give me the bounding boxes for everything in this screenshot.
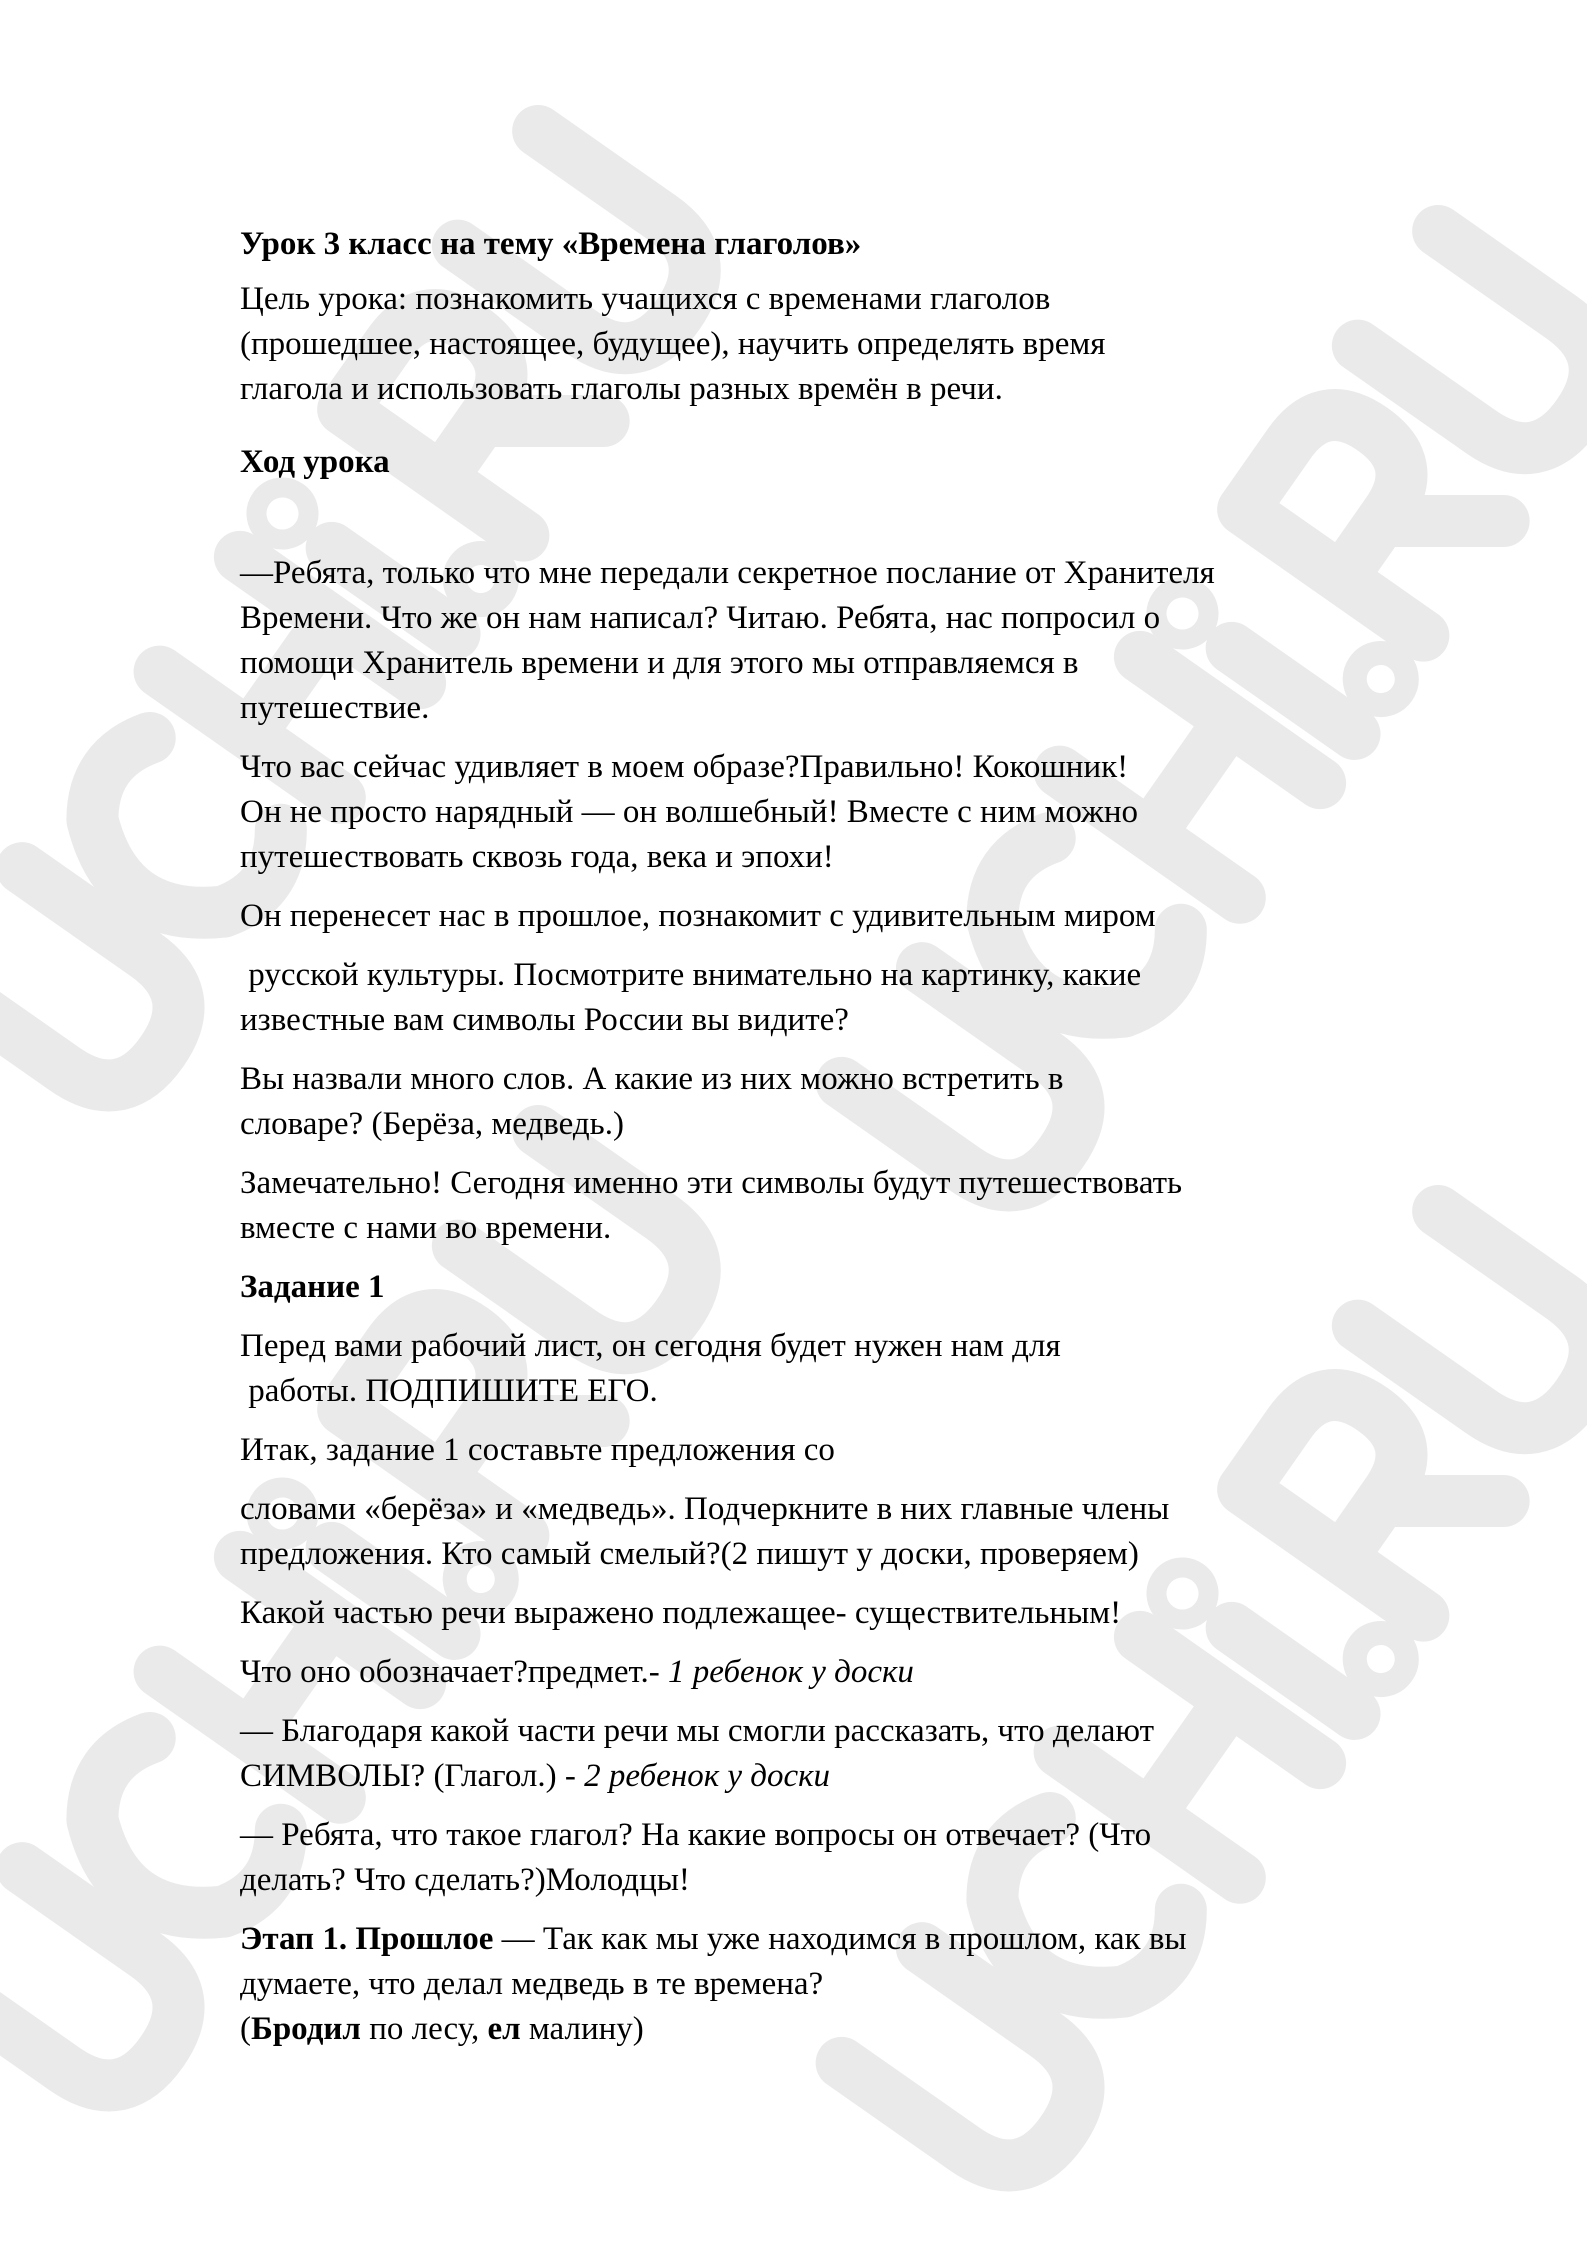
lesson-goal: Цель урока: познакомить учащихся с временами глаголов (прошедшее, настоящее, будущее), научить определять время глагола и использовать глаголы разных времён в речи. bbox=[240, 281, 1106, 407]
words-paragraph: словами «берёза» и «медведь». Подчеркните в них главные члены предложения. Кто самый смелый?(2 пишут у доски, проверяем) bbox=[240, 1491, 1170, 1572]
lesson-title: Урок 3 класс на тему «Времена глаголов» bbox=[240, 226, 862, 262]
subject-paragraph: Какой частью речи выражено подлежащее- существительным! bbox=[240, 1595, 1122, 1631]
task1-paragraph: Итак, задание 1 составьте предложения со bbox=[240, 1432, 835, 1468]
progress-heading: Ход урока bbox=[240, 444, 390, 480]
task1-heading: Задание 1 bbox=[240, 1269, 385, 1305]
verb-question-paragraph: — Благодаря какой части речи мы смогли рассказать, что делают СИМВОЛЫ? (Глагол.) - 2 ребенок у доски bbox=[240, 1713, 1155, 1794]
intro-paragraph: —Ребята, только что мне передали секретное послание от Хранителя Времени. Что же он нам написал? Читаю. Ребята, нас попросил о помощи Хранитель времени и для этого мы отправляемся в путешествие. bbox=[240, 555, 1215, 726]
symbols-paragraph: Замечательно! Сегодня именно эти символы будут путешествовать вместе с нами во времени. bbox=[240, 1165, 1183, 1246]
document-body bbox=[240, 222, 1390, 2066]
kokoshnik-paragraph: Что вас сейчас удивляет в моем образе?Правильно! Кокошник! Он не просто нарядный — он волшебный! Вместе с ним можно путешествовать сквозь года, века и эпохи! bbox=[240, 749, 1139, 875]
object-paragraph: Что оно обозначает?предмет.- 1 ребенок у доски bbox=[240, 1654, 914, 1690]
dictionary-paragraph: Вы назвали много слов. А какие из них можно встретить в словаре? (Берёза, медведь.) bbox=[240, 1061, 1064, 1142]
past-paragraph: Он перенесет нас в прошлое, познакомит с удивительным миром bbox=[240, 898, 1156, 934]
culture-paragraph: русской культуры. Посмотрите внимательно на картинку, какие известные вам символы России вы видите? bbox=[240, 957, 1142, 1038]
worksheet-paragraph: Перед вами рабочий лист, он сегодня будет нужен нам для работы. ПОДПИШИТЕ ЕГО. bbox=[240, 1328, 1061, 1409]
what-verb-paragraph: — Ребята, что такое глагол? На какие вопросы он отвечает? (Что делать? Что сделать?)Молодцы! bbox=[240, 1817, 1152, 1898]
stage1-paragraph: Этап 1. Прошлое — Так как мы уже находимся в прошлом, как вы думаете, что делал медведь в те времена? (Бродил по лесу, ел малину) bbox=[240, 1921, 1187, 2047]
